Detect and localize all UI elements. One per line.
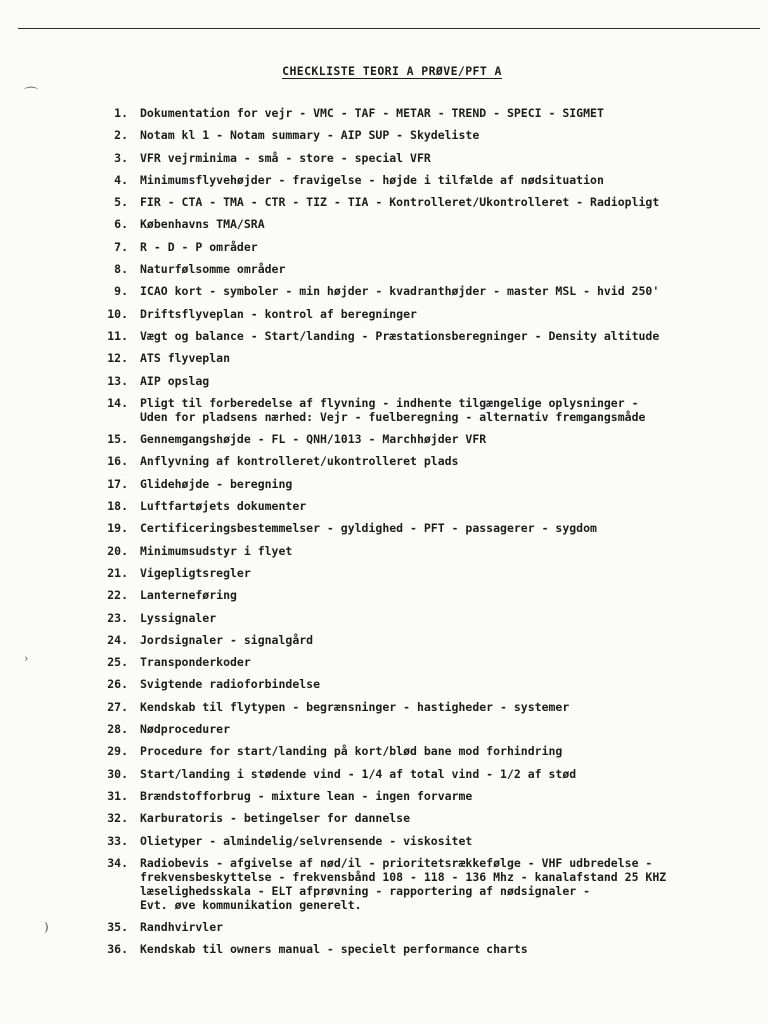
margin-mark-top: ⌒ bbox=[24, 87, 38, 103]
item-number: 25. bbox=[107, 655, 128, 670]
item-text bbox=[140, 655, 758, 669]
item-text bbox=[140, 106, 758, 120]
item-number: 36. bbox=[107, 942, 128, 957]
item-text-line: Københavns TMA/SRA bbox=[140, 217, 265, 232]
item-text-line: Lanterneføring bbox=[140, 588, 237, 603]
checklist-item bbox=[86, 633, 758, 655]
checklist-item bbox=[86, 588, 758, 610]
item-text bbox=[140, 789, 758, 803]
item-number: 29. bbox=[107, 744, 128, 759]
checklist-item bbox=[86, 477, 758, 499]
checklist-item bbox=[86, 307, 758, 329]
item-number: 20. bbox=[107, 543, 128, 558]
item-number: 30. bbox=[107, 766, 128, 781]
checklist-item bbox=[86, 106, 758, 128]
item-text bbox=[140, 499, 758, 513]
checklist-item bbox=[86, 521, 758, 543]
item-text-line: Certificeringsbestemmelser - gyldighed - PFT - passagerer - sygdom bbox=[140, 521, 597, 536]
margin-mark-left: › bbox=[24, 652, 29, 665]
item-text-line: Evt. øve kommunikation generelt. bbox=[140, 897, 362, 912]
item-text-line: Karburatoris - betingelser for dannelse bbox=[140, 811, 411, 826]
checklist-item bbox=[86, 722, 758, 744]
checklist-item bbox=[86, 454, 758, 476]
item-text bbox=[140, 374, 758, 388]
item-text-line: frekvensbeskyttelse - frekvensbånd 108 - 118 - 136 Mhz - kanalafstand 25 KHZ bbox=[140, 869, 667, 884]
item-text bbox=[140, 834, 758, 848]
item-number: 24. bbox=[107, 632, 128, 647]
top-rule bbox=[18, 28, 760, 29]
item-text-line: Pligt til forberedelse af flyvning - indhente tilgængelige oplysninger - bbox=[140, 395, 639, 410]
item-number: 7. bbox=[114, 239, 128, 254]
item-text-line: Randhvirvler bbox=[140, 920, 224, 935]
item-text-line: Driftsflyveplan - kontrol af beregninger bbox=[140, 306, 417, 321]
checklist-item bbox=[86, 789, 758, 811]
item-text bbox=[140, 217, 758, 231]
checklist-item bbox=[86, 396, 758, 432]
item-text bbox=[140, 700, 758, 714]
item-text bbox=[140, 151, 758, 165]
item-number: 2. bbox=[114, 128, 128, 143]
checklist-item bbox=[86, 217, 758, 239]
checklist-item bbox=[86, 173, 758, 195]
checklist-item bbox=[86, 677, 758, 699]
item-number: 5. bbox=[114, 195, 128, 210]
item-text-line: Vigepligtsregler bbox=[140, 565, 251, 580]
item-text bbox=[140, 128, 758, 142]
item-text-line: Glidehøjde - beregning bbox=[140, 476, 293, 491]
item-text bbox=[140, 544, 758, 558]
checklist-item bbox=[86, 128, 758, 150]
item-number: 35. bbox=[107, 920, 128, 935]
item-number: 14. bbox=[107, 395, 128, 410]
item-text bbox=[140, 396, 758, 424]
item-text bbox=[140, 240, 758, 254]
item-text bbox=[140, 173, 758, 187]
item-text-line: Dokumentation for vejr - VMC - TAF - METAR - TREND - SPECI - SIGMET bbox=[140, 106, 604, 120]
item-number: 22. bbox=[107, 588, 128, 603]
item-text bbox=[140, 351, 758, 365]
item-number: 17. bbox=[107, 476, 128, 491]
checklist-item bbox=[86, 611, 758, 633]
checklist-item bbox=[86, 834, 758, 856]
item-text bbox=[140, 856, 758, 912]
item-text bbox=[140, 521, 758, 535]
checklist-item bbox=[86, 240, 758, 262]
checklist-item bbox=[86, 499, 758, 521]
checklist-item bbox=[86, 744, 758, 766]
item-number: 19. bbox=[107, 521, 128, 536]
item-text-line: læselighedsskala - ELT afprøvning - rapportering af nødsignaler - bbox=[140, 883, 591, 898]
item-text-line: Olietyper - almindelig/selvrensende - viskositet bbox=[140, 833, 473, 848]
checklist-item bbox=[86, 856, 758, 920]
item-text-line: Minimumsflyvehøjder - fravigelse - højde i tilfælde af nødsituation bbox=[140, 172, 604, 187]
item-text bbox=[140, 920, 758, 934]
item-text-line: Notam kl 1 - Notam summary - AIP SUP - Skydeliste bbox=[140, 128, 480, 143]
item-text-line: FIR - CTA - TMA - CTR - TIZ - TIA - Kontrolleret/Ukontrolleret - Radiopligt bbox=[140, 195, 660, 210]
item-text bbox=[140, 611, 758, 625]
item-number: 18. bbox=[107, 499, 128, 514]
item-text bbox=[140, 566, 758, 580]
item-text-line: ATS flyveplan bbox=[140, 351, 231, 366]
item-text bbox=[140, 262, 758, 276]
item-number: 11. bbox=[107, 328, 128, 343]
item-text bbox=[140, 677, 758, 691]
item-number: 32. bbox=[107, 811, 128, 826]
item-text-line: AIP opslag bbox=[140, 373, 210, 388]
item-text-line: Nødprocedurer bbox=[140, 722, 231, 737]
item-text-line: Brændstofforbrug - mixture lean - ingen forvarme bbox=[140, 788, 473, 803]
item-text-line: Vægt og balance - Start/landing - Præstationsberegninger - Density altitude bbox=[140, 328, 660, 343]
item-text-line: Jordsignaler - signalgård bbox=[140, 632, 314, 647]
item-number: 26. bbox=[107, 677, 128, 692]
item-text-line: Transponderkoder bbox=[140, 655, 251, 670]
checklist-item bbox=[86, 544, 758, 566]
checklist-item bbox=[86, 942, 758, 964]
item-number: 10. bbox=[107, 306, 128, 321]
item-text-line: VFR vejrminima - små - store - special VFR bbox=[140, 150, 431, 165]
item-number: 27. bbox=[107, 699, 128, 714]
item-text-line: Procedure for start/landing på kort/blød bane mod forhindring bbox=[140, 744, 563, 759]
item-number: 34. bbox=[107, 855, 128, 870]
item-number: 21. bbox=[107, 565, 128, 580]
item-number: 3. bbox=[114, 150, 128, 165]
checklist-item bbox=[86, 329, 758, 351]
checklist-item bbox=[86, 262, 758, 284]
item-text-line: Kendskab til flytypen - begrænsninger - hastigheder - systemer bbox=[140, 699, 570, 714]
item-text-line: Naturfølsomme områder bbox=[140, 262, 286, 277]
checklist-item bbox=[86, 151, 758, 173]
item-number: 12. bbox=[107, 351, 128, 366]
item-text-line: R - D - P områder bbox=[140, 239, 258, 254]
item-text bbox=[140, 195, 758, 209]
item-text-line: Anflyvning af kontrolleret/ukontrolleret plads bbox=[140, 454, 459, 469]
checklist-item bbox=[86, 284, 758, 306]
item-text bbox=[140, 477, 758, 491]
item-number: 1. bbox=[114, 106, 128, 120]
item-text bbox=[140, 633, 758, 647]
item-text bbox=[140, 588, 758, 602]
item-number: 13. bbox=[107, 373, 128, 388]
item-text-line: Start/landing i stødende vind - 1/4 af total vind - 1/2 af stød bbox=[140, 766, 577, 781]
item-text bbox=[140, 767, 758, 781]
item-text bbox=[140, 307, 758, 321]
checklist-item bbox=[86, 767, 758, 789]
item-text bbox=[140, 432, 758, 446]
checklist-item bbox=[86, 351, 758, 373]
item-number: 4. bbox=[114, 172, 128, 187]
item-text bbox=[140, 942, 758, 956]
checklist-item bbox=[86, 655, 758, 677]
item-text bbox=[140, 811, 758, 825]
item-number: 33. bbox=[107, 833, 128, 848]
checklist-item bbox=[86, 566, 758, 588]
margin-mark-bottom: ) bbox=[44, 920, 49, 934]
item-text-line: Kendskab til owners manual - specielt performance charts bbox=[140, 942, 528, 957]
item-text bbox=[140, 284, 758, 298]
checklist bbox=[86, 106, 758, 965]
item-text bbox=[140, 744, 758, 758]
checklist-item bbox=[86, 195, 758, 217]
item-text-line: Radiobevis - afgivelse af nød/il - prioritetsrækkefølge - VHF udbredelse - bbox=[140, 855, 653, 870]
item-text-line: Uden for pladsens nærhed: Vejr - fuelberegning - alternativ fremgangsmåde bbox=[140, 409, 646, 424]
checklist-item bbox=[86, 374, 758, 396]
item-text-line: ICAO kort - symboler - min højder - kvadranthøjder - master MSL - hvid 250' bbox=[140, 284, 660, 299]
item-text bbox=[140, 454, 758, 468]
checklist-item bbox=[86, 432, 758, 454]
item-number: 9. bbox=[114, 284, 128, 299]
item-text-line: Svigtende radioforbindelse bbox=[140, 677, 321, 692]
item-text-line: Luftfartøjets dokumenter bbox=[140, 499, 307, 514]
item-text-line: Minimumsudstyr i flyet bbox=[140, 543, 293, 558]
checklist-item bbox=[86, 700, 758, 722]
item-number: 8. bbox=[114, 262, 128, 277]
page-title: CHECKLISTE TEORI A PRØVE/PFT A bbox=[282, 64, 502, 78]
item-text bbox=[140, 722, 758, 736]
item-text bbox=[140, 329, 758, 343]
item-number: 28. bbox=[107, 722, 128, 737]
item-number: 23. bbox=[107, 610, 128, 625]
item-number: 6. bbox=[114, 217, 128, 232]
item-number: 16. bbox=[107, 454, 128, 469]
item-number: 31. bbox=[107, 788, 128, 803]
item-number: 15. bbox=[107, 432, 128, 447]
checklist-item bbox=[86, 920, 758, 942]
item-text-line: Gennemgangshøjde - FL - QNH/1013 - Marchhøjder VFR bbox=[140, 432, 487, 447]
checklist-item bbox=[86, 811, 758, 833]
item-text-line: Lyssignaler bbox=[140, 610, 217, 625]
